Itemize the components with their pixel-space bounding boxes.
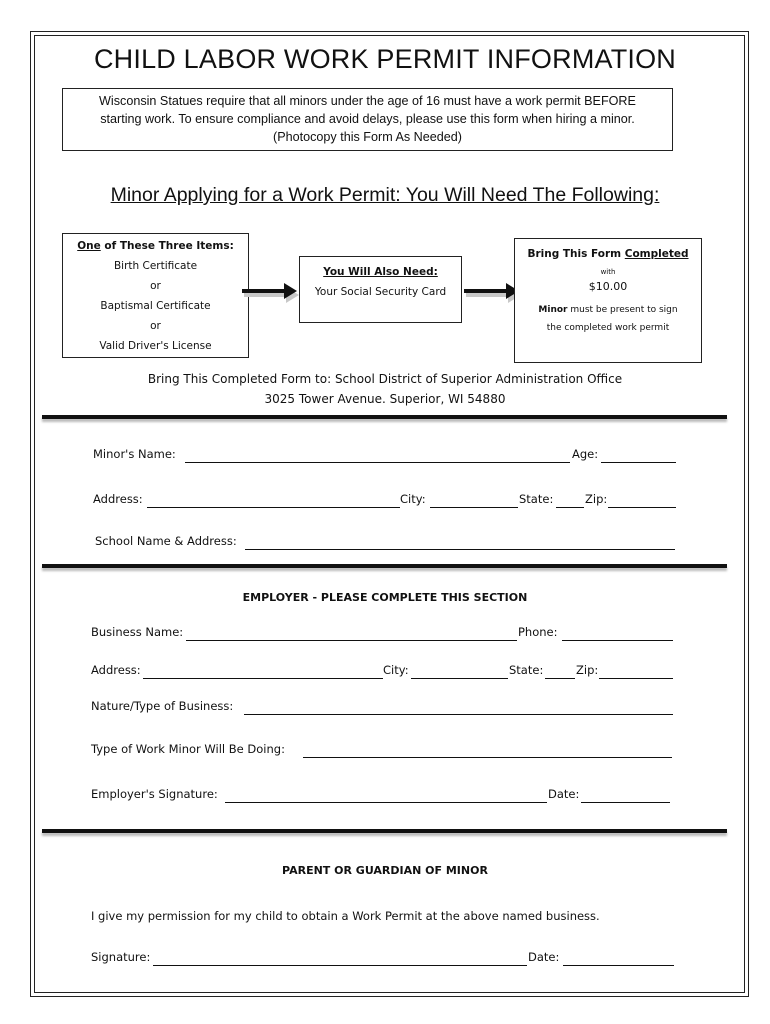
parent-date-field[interactable] xyxy=(563,965,674,966)
type-of-work-label: Type of Work Minor Will Be Doing: xyxy=(91,742,285,756)
parent-date-label: Date: xyxy=(528,950,560,964)
parent-signature-field[interactable] xyxy=(153,965,527,966)
id-documents-heading-em: One xyxy=(77,240,101,252)
ssn-card-item: Your Social Security Card xyxy=(314,286,447,298)
id-document-or: or xyxy=(150,280,161,292)
notice-line-1: Wisconsin Statues require that all minors under the age of 16 must have a work permit BEFORE xyxy=(99,94,636,108)
submit-form-heading-pre: Bring This Form xyxy=(527,248,625,260)
age-field[interactable] xyxy=(601,462,676,463)
permit-fee: $10.00 xyxy=(588,280,628,293)
phone-label: Phone: xyxy=(518,625,558,639)
nature-of-business-label: Nature/Type of Business: xyxy=(91,699,234,713)
submit-form-box xyxy=(514,238,702,363)
form-inner-border xyxy=(34,35,745,993)
parent-signature-label: Signature: xyxy=(91,950,151,964)
arrow-right-icon xyxy=(462,281,522,303)
section-divider xyxy=(42,829,727,833)
business-name-label: Business Name: xyxy=(91,625,184,639)
id-document-item: Valid Driver's License xyxy=(99,340,212,352)
school-label: School Name & Address: xyxy=(95,534,237,548)
minor-address-label: Address: xyxy=(93,492,143,506)
minor-presence-note-2: the completed work permit xyxy=(546,323,670,333)
employer-section-title: EMPLOYER - PLEASE COMPLETE THIS SECTION xyxy=(242,591,528,604)
form-title: CHILD LABOR WORK PERMIT INFORMATION xyxy=(93,44,677,74)
id-document-or: or xyxy=(150,320,161,332)
school-field[interactable] xyxy=(245,549,675,550)
requirements-heading: Minor Applying for a Work Permit: You Will Need The Following: xyxy=(110,184,660,206)
section-divider xyxy=(42,564,727,568)
age-label: Age: xyxy=(572,447,599,461)
minor-city-field[interactable] xyxy=(430,507,518,508)
minor-state-label: State: xyxy=(519,492,554,506)
phone-field[interactable] xyxy=(562,640,673,641)
employer-city-label: City: xyxy=(383,663,409,677)
submit-form-with: with xyxy=(600,268,616,276)
employer-zip-field[interactable] xyxy=(599,678,673,679)
minor-presence-note-rest: must be present to sign xyxy=(567,305,678,315)
employer-address-label: Address: xyxy=(91,663,141,677)
minor-presence-note xyxy=(515,301,701,319)
id-documents-box xyxy=(62,233,249,358)
employer-date-label: Date: xyxy=(548,787,580,801)
notice-line-2: starting work. To ensure compliance and avoid delays, please use this form when hiring a minor. xyxy=(100,112,635,126)
minor-zip-field[interactable] xyxy=(608,507,676,508)
parent-section-title: PARENT OR GUARDIAN OF MINOR xyxy=(282,864,488,877)
minor-name-label: Minor's Name: xyxy=(93,447,176,461)
employer-address-field[interactable] xyxy=(143,678,383,679)
notice-box xyxy=(62,88,673,151)
type-of-work-field[interactable] xyxy=(303,757,672,758)
office-address: 3025 Tower Avenue. Superior, WI 54880 xyxy=(264,392,506,406)
minor-city-label: City: xyxy=(400,492,426,506)
employer-signature-field[interactable] xyxy=(225,802,547,803)
employer-date-field[interactable] xyxy=(581,802,670,803)
minor-presence-note-em: Minor xyxy=(538,305,568,315)
submit-form-heading-em: Completed xyxy=(624,248,689,260)
id-documents-heading xyxy=(63,236,248,256)
minor-name-field[interactable] xyxy=(185,462,570,463)
minor-state-field[interactable] xyxy=(556,507,584,508)
ssn-card-box xyxy=(299,256,462,323)
id-document-item: Baptismal Certificate xyxy=(100,300,211,312)
employer-signature-label: Employer's Signature: xyxy=(91,787,218,801)
employer-zip-label: Zip: xyxy=(576,663,599,677)
notice-line-3: (Photocopy this Form As Needed) xyxy=(273,130,462,144)
section-divider xyxy=(42,415,727,419)
minor-zip-label: Zip: xyxy=(585,492,608,506)
nature-of-business-field[interactable] xyxy=(244,714,673,715)
bring-form-to: Bring This Completed Form to: School District of Superior Administration Office xyxy=(147,372,623,386)
id-documents-heading-rest: of These Three Items: xyxy=(100,240,234,252)
arrow-right-icon xyxy=(240,281,300,303)
employer-state-field[interactable] xyxy=(545,678,575,679)
submit-form-heading xyxy=(515,245,701,263)
ssn-card-heading: You Will Also Need: xyxy=(323,266,438,278)
employer-city-field[interactable] xyxy=(411,678,508,679)
minor-address-field[interactable] xyxy=(147,507,400,508)
employer-state-label: State: xyxy=(509,663,544,677)
parent-permission-text: I give my permission for my child to obtain a Work Permit at the above named business. xyxy=(91,909,600,923)
business-name-field[interactable] xyxy=(186,640,517,641)
id-document-item: Birth Certificate xyxy=(113,260,198,272)
